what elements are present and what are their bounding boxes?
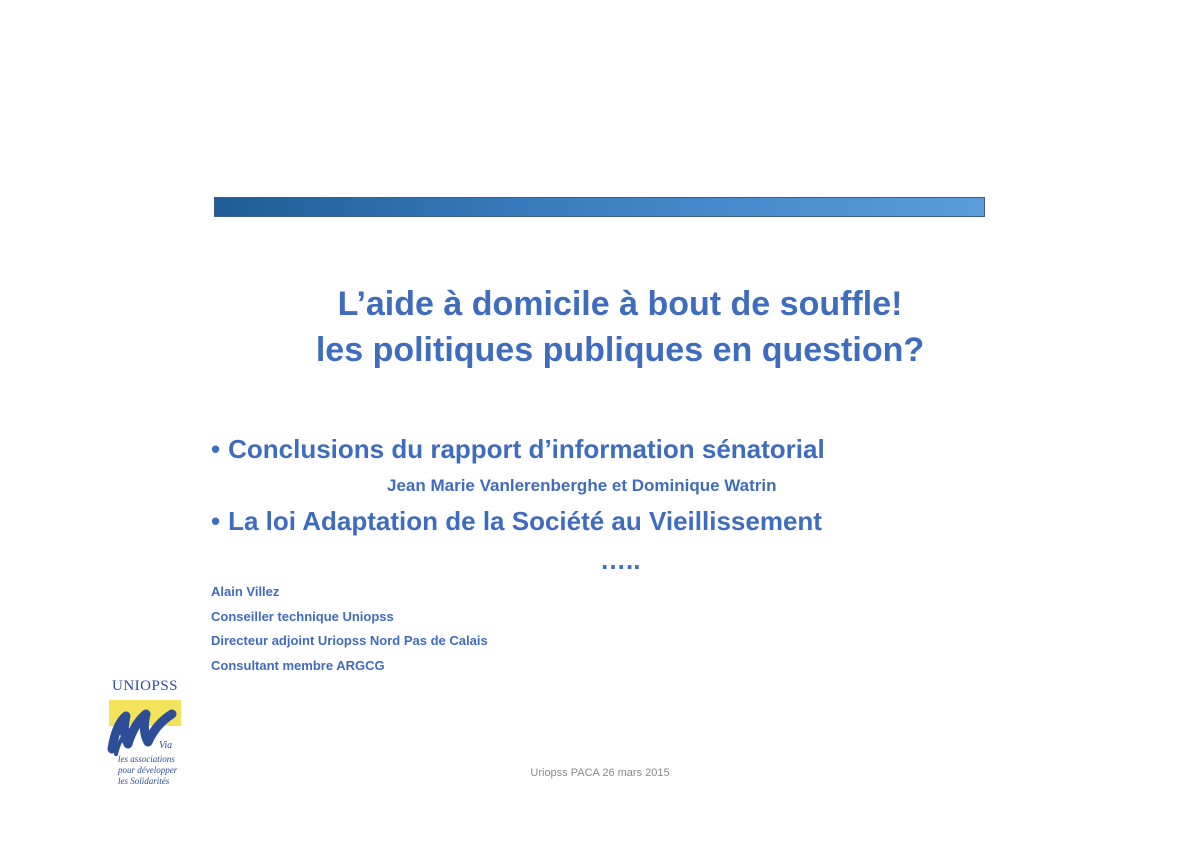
author-role-2: Directeur adjoint Uriopss Nord Pas de Calais — [211, 633, 488, 648]
footer-text: Uriopss PACA 26 mars 2015 — [530, 767, 670, 779]
author-block — [211, 583, 488, 681]
title-line-1: L’aide à domicile à bout de souffle! — [337, 285, 903, 323]
bullet-marker: • — [211, 506, 221, 536]
logo-tagline-3: les Solidarités — [118, 776, 170, 786]
logo-tagline-1: les associations — [118, 754, 175, 764]
header-bar — [214, 197, 985, 217]
author-role-1: Conseiller technique Uniopss — [211, 608, 394, 624]
logo-tagline-2: pour développer — [118, 765, 178, 775]
logo-name: UNIOPSS — [112, 678, 179, 694]
ellipsis: ….. — [600, 545, 641, 575]
bullet-item-2-text: La loi Adaptation de la Société au Vieillissement — [228, 506, 822, 536]
bullet-marker: • — [211, 434, 221, 464]
slide-title — [200, 281, 1040, 373]
author-role-3: Consultant membre ARGCG — [211, 657, 385, 673]
report-authors: Jean Marie Vanlerenberghe et Dominique Watrin — [387, 476, 777, 495]
title-line-2: les politiques publiques en question? — [315, 331, 925, 369]
uniopss-logo — [102, 678, 202, 798]
bullet-item-2 — [211, 504, 822, 538]
logo-via: Via — [159, 740, 173, 751]
bullet-item-1-text: Conclusions du rapport d’information sénatorial — [228, 434, 825, 464]
bullet-item-1 — [211, 432, 825, 466]
author-name: Alain Villez — [211, 584, 280, 599]
